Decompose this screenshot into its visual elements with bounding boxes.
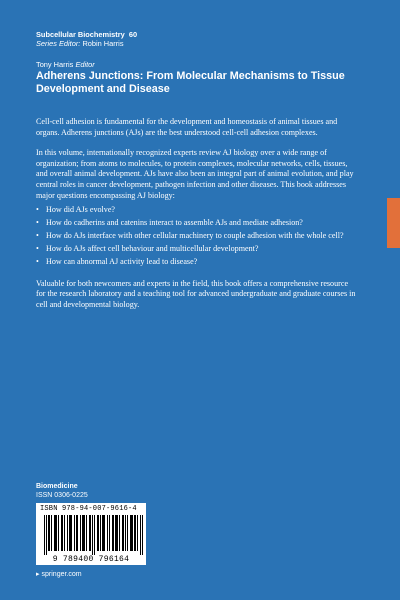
list-item xyxy=(36,244,358,255)
series-volume: 60 xyxy=(128,30,138,39)
barcode-bars-icon xyxy=(44,515,144,555)
description-paragraph-2: In this volume, internationally recognized experts review AJ biology over a wide range of organization; from atoms to molecules, to protein complexes, molecular networks, cells, tissues, and overall animal development. AJs have also been an integral part of animal evolution, and play central roles in cancer development, pathogen infection and other diseases. This book addresses major questions encompassing AJ biology: xyxy=(36,148,354,200)
questions-list xyxy=(36,205,358,268)
bullet-icon: • xyxy=(36,205,39,215)
book-editor-label: Editor xyxy=(75,60,95,69)
question-text: How do cadherins and catenins interact to assemble AJs and mediate adhesion? xyxy=(46,218,303,228)
barcode-isbn: ISBN 978-94-007-9616-4 xyxy=(40,505,137,513)
list-item xyxy=(36,218,358,229)
description-paragraph-3: Valuable for both newcomers and experts in the field, this book offers a comprehensive resource for the research laboratory and a teaching tool for advanced undergraduate and graduate courses in cell and developmental biology. xyxy=(36,278,356,309)
description-paragraph-1: Cell-cell adhesion is fundamental for the development and homeostasis of animal tissues and organs. Adherens junctions (AJs) are the best understood cell-cell adhesion complexes. xyxy=(36,117,338,137)
book-editor-line xyxy=(36,60,95,69)
series-editor-label: Series Editor: xyxy=(36,39,81,48)
question-text: How did AJs evolve? xyxy=(46,205,116,215)
bullet-icon: • xyxy=(36,257,39,267)
subject-category: Biomedicine xyxy=(36,483,78,490)
barcode xyxy=(36,503,146,565)
issn: ISSN 0306-0225 xyxy=(36,492,88,499)
question-text: How can abnormal AJ activity lead to disease? xyxy=(46,257,198,267)
bullet-icon: • xyxy=(36,218,39,228)
book-description xyxy=(36,117,358,320)
publisher-link[interactable] xyxy=(36,570,82,578)
series-title: Subcellular Biochemistry xyxy=(36,30,125,39)
bullet-icon: • xyxy=(36,231,39,241)
spine-accent-tab xyxy=(387,198,400,248)
arrow-right-icon: ▸ xyxy=(36,571,40,578)
barcode-number: 9 789400 796164 xyxy=(52,555,130,564)
list-item xyxy=(36,257,358,268)
bullet-icon: • xyxy=(36,244,39,254)
subject-info xyxy=(36,482,88,500)
list-item xyxy=(36,231,358,242)
series-editor-name: Robin Harris xyxy=(82,39,124,48)
list-item xyxy=(36,205,358,216)
series-editor-line xyxy=(36,39,137,48)
question-text: How do AJs interface with other cellular machinery to couple adhesion with the whole cell? xyxy=(46,231,344,241)
publisher-url: springer.com xyxy=(41,571,82,578)
series-title-line xyxy=(36,30,137,39)
book-title: Adherens Junctions: From Molecular Mechanisms to Tissue Development and Disease xyxy=(36,70,345,95)
book-editor-name: Tony Harris xyxy=(36,60,74,69)
question-text: How do AJs affect cell behaviour and multicellular development? xyxy=(46,244,259,254)
series-info xyxy=(36,30,137,48)
